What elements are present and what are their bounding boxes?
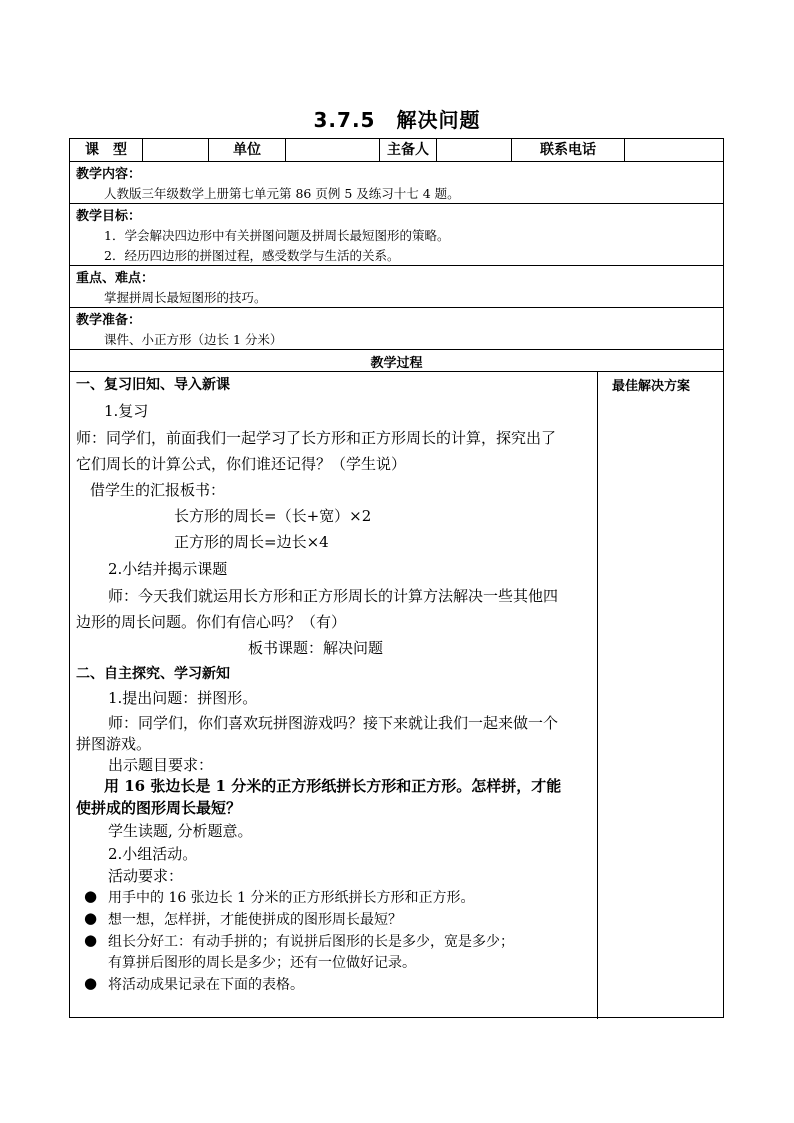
key-points-text: 掌握拼周长最短图形的技巧。 xyxy=(104,290,267,305)
bullet-icon: ● xyxy=(84,887,98,905)
page-title: 3.7.5 解决问题 xyxy=(313,108,481,132)
goals-heading: 教学目标： xyxy=(76,209,142,224)
board-title: 板书课题：解决问题 xyxy=(248,639,384,657)
key-points-heading: 重点、难点： xyxy=(76,271,155,286)
bullet-icon: ● xyxy=(84,909,98,927)
process-heading: 教学过程 xyxy=(370,356,423,371)
activity-item: 有算拼后图形的周长是多少；还有一位做好记录。 xyxy=(108,955,416,971)
activity-item: 组长分好工：有动手拼的；有说拼后图形的长是多少，宽是多少； xyxy=(108,934,514,950)
problem-statement: 用 16 张边长是 1 分米的正方形纸拼长方形和正方形。怎样拼，才能 xyxy=(104,777,562,795)
key-points-section xyxy=(70,265,723,307)
problem-statement: 使拼成的图形周长最短？ xyxy=(76,799,242,817)
phone-label: 联系电话 xyxy=(540,142,596,158)
goal-item: 1．学会解决四边形中有关拼图问题及拼周长最短图形的策略。 xyxy=(104,228,450,243)
prep-section xyxy=(70,307,723,349)
process-body xyxy=(70,371,597,1019)
prep-heading: 教学准备： xyxy=(76,313,142,328)
course-type-value xyxy=(143,139,207,161)
content-section xyxy=(70,161,723,203)
section-heading: 二、自主探究、学习新知 xyxy=(76,666,230,682)
process-line: 边形的周长问题。你们有信心吗？（有） xyxy=(76,613,347,631)
process-line: 2.小结并揭示课题 xyxy=(108,560,228,578)
goal-item: 2．经历四边形的拼图过程，感受数学与生活的关系。 xyxy=(104,248,400,263)
unit-label: 单位 xyxy=(233,142,261,158)
activity-item: 将活动成果记录在下面的表格。 xyxy=(108,977,304,993)
best-solution-heading: 最佳解决方案 xyxy=(612,379,691,394)
bullet-icon: ● xyxy=(84,974,98,992)
process-line: 学生读题, 分析题意。 xyxy=(108,822,253,840)
process-header-row xyxy=(70,349,723,371)
formula-square: 正方形的周长=边长×4 xyxy=(174,533,329,551)
process-line: 1.复习 xyxy=(104,402,149,420)
section-heading: 一、复习旧知、导入新课 xyxy=(76,377,230,393)
unit-value xyxy=(286,139,378,161)
process-line: 2.小组活动。 xyxy=(108,845,198,863)
lesson-plan-table xyxy=(69,138,724,1018)
prep-text: 课件、小正方形（边长 1 分米） xyxy=(104,332,283,347)
activity-item: 想一想，怎样拼，才能使拼成的图形周长最短？ xyxy=(108,912,402,928)
content-heading: 教学内容： xyxy=(76,167,142,182)
process-line: 师：同学们，前面我们一起学习了长方形和正方形周长的计算，探究出了 xyxy=(76,429,557,447)
process-line: 它们周长的计算公式，你们谁还记得？（学生说） xyxy=(76,455,407,473)
process-line: 活动要求： xyxy=(108,867,184,885)
bullet-icon: ● xyxy=(84,931,98,949)
content-text: 人教版三年级数学上册第七单元第 86 页例 5 及练习十七 4 题。 xyxy=(104,186,460,201)
process-line: 师：同学们，你们喜欢玩拼图游戏吗？接下来就让我们一起来做一个 xyxy=(108,714,559,732)
header-row xyxy=(70,139,723,161)
best-solution-column xyxy=(597,371,724,1019)
course-type-label: 课 型 xyxy=(85,142,127,158)
process-line: 师：今天我们就运用长方形和正方形周长的计算方法解决一些其他四 xyxy=(108,587,559,605)
formula-rectangle: 长方形的周长=（长+宽）×2 xyxy=(174,507,372,525)
preparer-label: 主备人 xyxy=(387,142,429,158)
process-line: 出示题目要求： xyxy=(108,756,214,774)
process-line: 借学生的汇报板书： xyxy=(90,481,226,499)
phone-value xyxy=(625,139,723,161)
process-line: 拼图游戏。 xyxy=(76,735,152,753)
preparer-value xyxy=(437,139,511,161)
activity-item: 用手中的 16 张边长 1 分米的正方形纸拼长方形和正方形。 xyxy=(108,890,475,906)
goals-section xyxy=(70,203,723,265)
process-line: 1.提出问题：拼图形。 xyxy=(108,689,258,707)
